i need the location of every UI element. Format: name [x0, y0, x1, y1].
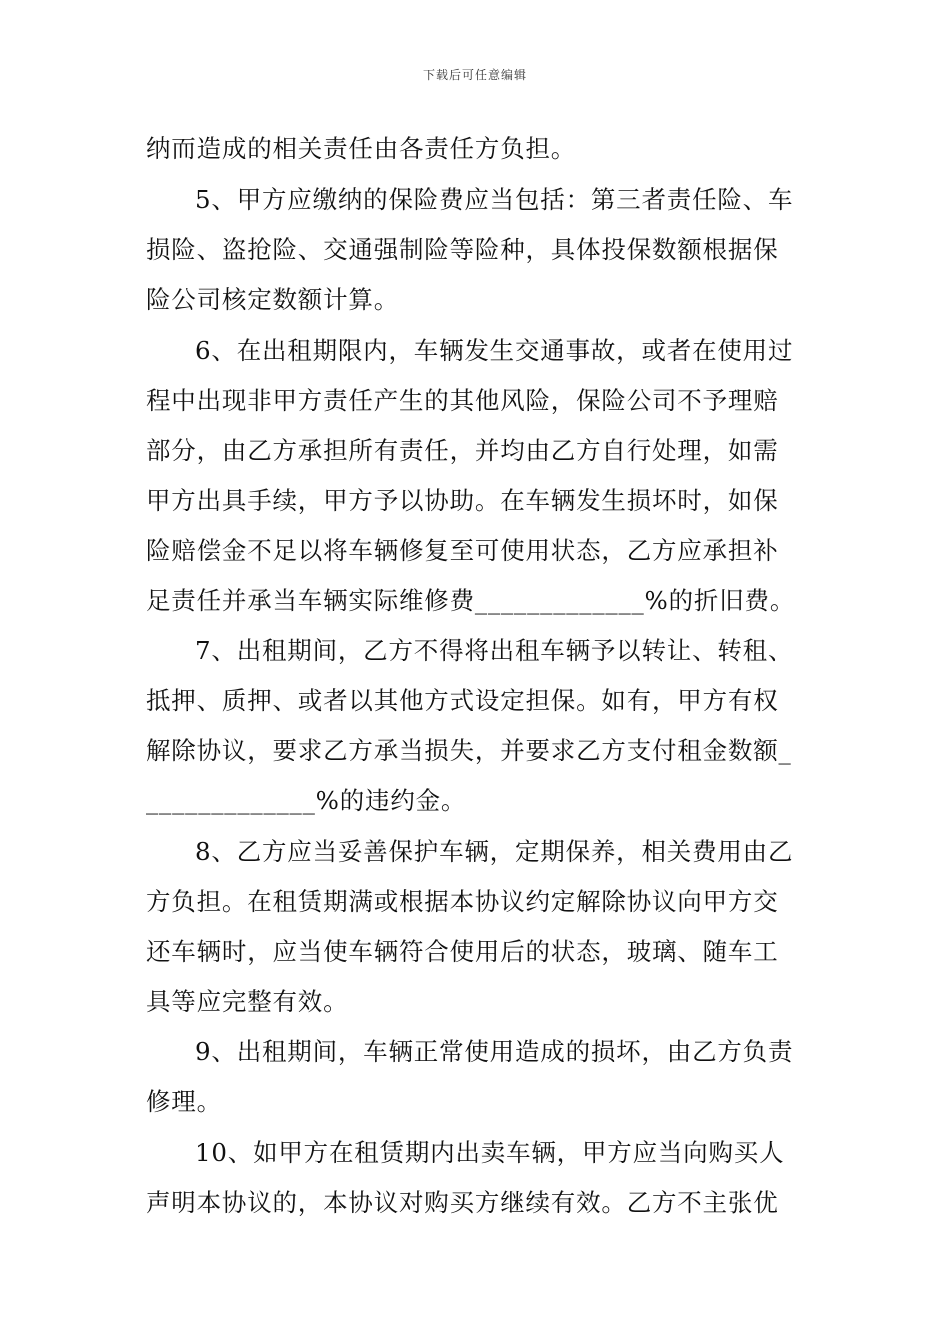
text-line: 抵押、质押、或者以其他方式设定担保。如有，甲方有权: [146, 686, 779, 715]
text-line: 险公司核定数额计算。: [146, 285, 399, 314]
text-line: 程中出现非甲方责任产生的其他风险，保险公司不予理赔: [146, 386, 779, 415]
text-line: 解除协议，要求乙方承当损失，并要求乙方支付租金数额_: [146, 736, 792, 765]
text-line: _____________%的违约金。: [146, 786, 467, 815]
text-line: 修理。: [146, 1087, 222, 1116]
text-line: 还车辆时，应当使车辆符合使用后的状态，玻璃、随车工: [146, 937, 779, 966]
text-line: 声明本协议的，本协议对购买方继续有效。乙方不主张优: [146, 1188, 779, 1217]
clause-9-line: 9、出租期间，车辆正常使用造成的损坏，由乙方负责: [195, 1037, 794, 1066]
text-line: 方负担。在租赁期满或根据本协议约定解除协议向甲方交: [146, 887, 779, 916]
text-line: 甲方出具手续，甲方予以协助。在车辆发生损坏时，如保: [146, 486, 779, 515]
text-line: 具等应完整有效。: [146, 987, 349, 1016]
text-line: 险赔偿金不足以将车辆修复至可使用状态，乙方应承担补: [146, 536, 779, 565]
text-line: 损险、盗抢险、交通强制险等险种，具体投保数额根据保: [146, 235, 779, 264]
text-line: 纳而造成的相关责任由各责任方负担。: [146, 134, 577, 163]
clause-5-line: 5、甲方应缴纳的保险费应当包括：第三者责任险、车: [195, 185, 794, 214]
clause-8-line: 8、乙方应当妥善保护车辆，定期保养，相关费用由乙: [195, 837, 794, 866]
header-note: 下载后可任意编辑: [422, 68, 527, 82]
clause-10-line: 10、如甲方在租赁期内出卖车辆，甲方应当向购买人: [195, 1138, 785, 1167]
text-line: 部分，由乙方承担所有责任，并均由乙方自行处理，如需: [146, 436, 779, 465]
clause-7-line: 7、出租期间，乙方不得将出租车辆予以转让、转租、: [195, 636, 794, 665]
text-line: 足责任并承当车辆实际维修费_____________%的折旧费。: [146, 586, 796, 615]
clause-6-line: 6、在出租期限内，车辆发生交通事故，或者在使用过: [195, 336, 794, 365]
